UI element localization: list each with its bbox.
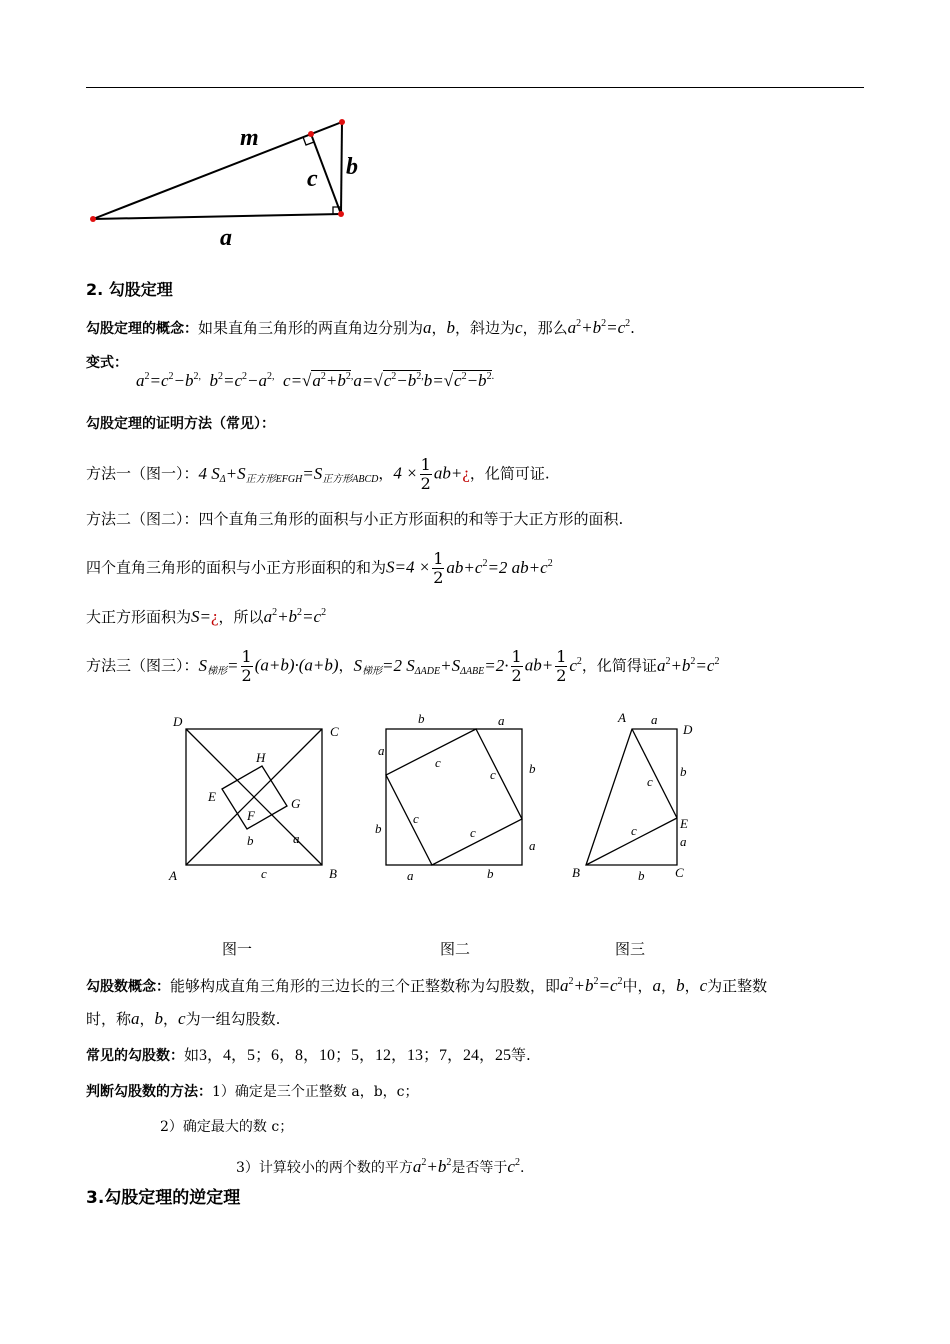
triples-concept-line: 勾股数概念：能够构成直角三角形的三边长的三个正整数称为勾股数，即$a^2+b^2=c^2$中，a，b，c为正整数 bbox=[86, 976, 768, 995]
label-m: m bbox=[240, 125, 259, 151]
fig3-E: E bbox=[680, 816, 688, 831]
method3-line: 方法三（图三）：$S_{梯形}=$ $\frac{1}{2}$ (a+b)·(a+b)，$S_{梯形}=2$ $S_{\Delta ADE}+S_{\Delta ABE}=2\cdot$ $\frac{1}{2}$ ab+ $\frac{1}{2}$ $c^2$，化简得证$a^2+b^2=c^2$ bbox=[86, 647, 720, 685]
right-triangle-figure bbox=[80, 108, 380, 258]
common-triples-line: 常见的勾股数：如3，4，5；6，8，10；5，12，13；7，24，25等. bbox=[86, 1046, 531, 1064]
fig1-C: C bbox=[330, 724, 339, 739]
method2-big-square-line: 大正方形面积为S=¿，所以$a^2+b^2=c^2$ bbox=[86, 607, 327, 626]
fig2-b-left: b bbox=[375, 821, 382, 836]
fig1-c: c bbox=[261, 866, 267, 881]
section2-heading: 2. 勾股定理 bbox=[86, 280, 173, 299]
label-a: a bbox=[220, 225, 232, 251]
method2-sum-line: 四个直角三角形的面积与小正方形面积的和为S=4 × $\frac{1}{2}$ $ab+c^2=2$ $ab+c^2$ bbox=[86, 549, 553, 587]
figure-1-caption: 图一 bbox=[222, 940, 253, 958]
fig2-c-3: c bbox=[413, 811, 419, 826]
judge-step3-line: 3）计算较小的两个数的平方$a^2+b^2$是否等于$c^2$. bbox=[236, 1157, 525, 1176]
fig3-b-right: b bbox=[680, 764, 687, 779]
fig2-a-right: a bbox=[529, 838, 536, 853]
section3-heading: 3.勾股定理的逆定理 bbox=[86, 1188, 241, 1208]
fig3-A: A bbox=[618, 710, 626, 725]
figure-2 bbox=[370, 710, 545, 890]
method2-line: 方法二（图二）：四个直角三角形的面积与小正方形面积的和等于大正方形的面积. bbox=[86, 510, 624, 528]
fig2-b-top: b bbox=[418, 711, 425, 726]
fig3-a-right: a bbox=[680, 834, 687, 849]
fig1-A: A bbox=[169, 868, 177, 883]
variant-formulas: $a^2=c^2-b^{2,}$ $b^2=c^2-a^{2,}$ $c=√a^2+b^{2,}a=√c^2-b^{2,}b=√c^2-b^{2.}$ bbox=[136, 371, 495, 390]
fig1-F: F bbox=[247, 808, 255, 823]
fig3-b-bottom: b bbox=[638, 868, 645, 883]
fig1-G: G bbox=[291, 796, 301, 811]
label-b: b bbox=[346, 154, 358, 180]
fig1-b: b bbox=[247, 833, 254, 848]
label-c: c bbox=[307, 166, 318, 192]
fig2-b-right: b bbox=[529, 761, 536, 776]
header-rule bbox=[86, 87, 864, 88]
fig3-C: C bbox=[675, 865, 684, 880]
fig1-D: D bbox=[173, 714, 183, 729]
fig1-H: H bbox=[256, 750, 266, 765]
fig3-B: B bbox=[572, 865, 580, 880]
fig2-a-left: a bbox=[378, 743, 385, 758]
judge-step2-line: 2）确定最大的数 c； bbox=[160, 1119, 294, 1135]
proof-heading: 勾股定理的证明方法（常见）： bbox=[86, 416, 275, 432]
fig2-b-bottom: b bbox=[487, 866, 494, 881]
concept-line: 勾股定理的概念：如果直角三角形的两直角边分别为a，b，斜边为c，那么$a^2+b^2=c^2$. bbox=[86, 318, 635, 337]
figure-3 bbox=[565, 705, 700, 890]
figure-3-caption: 图三 bbox=[615, 940, 646, 958]
fig3-c-1: c bbox=[647, 774, 653, 789]
fig2-c-4: c bbox=[470, 825, 476, 840]
fig1-E: E bbox=[208, 789, 216, 804]
fig3-a-top: a bbox=[651, 712, 658, 727]
fig2-c-1: c bbox=[435, 755, 441, 770]
figure-1 bbox=[165, 710, 350, 890]
fig3-c-2: c bbox=[631, 823, 637, 838]
fig2-c-2: c bbox=[490, 767, 496, 782]
fig3-D: D bbox=[683, 722, 693, 737]
triples-concept-line2: 时，称a，b，c为一组勾股数. bbox=[86, 1009, 281, 1028]
judge-step1-line: 判断勾股数的方法：1）确定是三个正整数 a，b，c； bbox=[86, 1084, 419, 1100]
fig2-a-top: a bbox=[498, 713, 505, 728]
fig1-B: B bbox=[329, 866, 337, 881]
fig2-a-bottom: a bbox=[407, 868, 414, 883]
variant-label: 变式： bbox=[86, 355, 128, 371]
figure-2-caption: 图二 bbox=[440, 940, 471, 958]
fig1-a: a bbox=[293, 831, 300, 846]
method1-line: 方法一（图一）：4 $S_\Delta+S_{正方形EFGH}=S_{正方形ABCD}$，4 × $\frac{1}{2}$ ab+¿，化简可证. bbox=[86, 455, 550, 493]
